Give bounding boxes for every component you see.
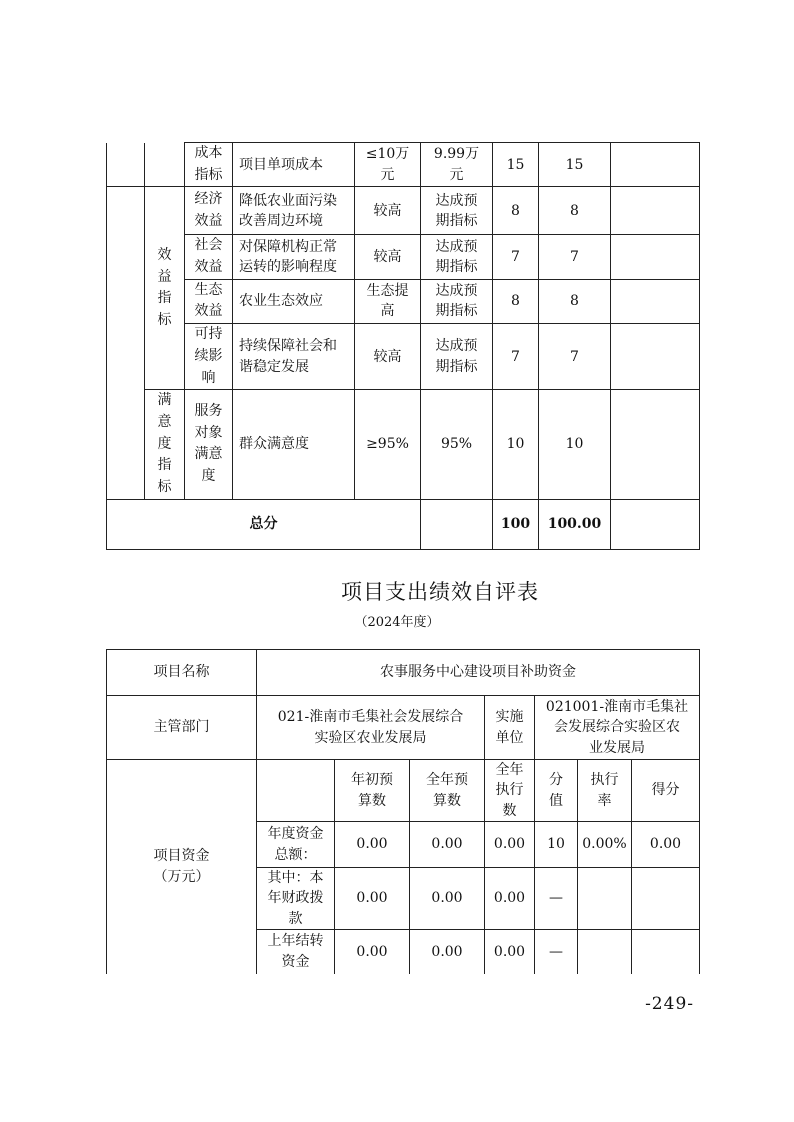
actual-cell: 达成预 期指标	[421, 235, 493, 279]
weight-cell: —	[535, 930, 578, 974]
total-weight: 100	[493, 499, 539, 549]
page-number: -249-	[645, 994, 694, 1014]
header-weight: 分 值	[535, 760, 578, 822]
annual-cell: 0.00	[410, 930, 485, 974]
total-row	[107, 499, 700, 549]
actual-cell: 达成预 期指标	[421, 187, 493, 235]
score-cell: 7	[539, 324, 611, 390]
sub-indicator-cell: 成本 指标	[185, 143, 233, 187]
weight-cell: 10	[493, 390, 539, 499]
project-name-label: 项目名称	[107, 650, 257, 696]
weight-cell: 7	[493, 324, 539, 390]
weight-cell: 15	[493, 143, 539, 187]
sub-indicator-cell: 社会 效益	[185, 235, 233, 279]
actual-cell: 达成预 期指标	[421, 324, 493, 390]
target-cell: 生态提 高	[355, 279, 421, 323]
header-rate: 执行 率	[578, 760, 632, 822]
weight-cell: 10	[535, 822, 578, 868]
page-title: 项目支出绩效自评表	[341, 580, 539, 604]
weight-cell: —	[535, 868, 578, 930]
executed-cell: 0.00	[485, 930, 535, 974]
table-row	[107, 235, 700, 279]
annual-cell: 0.00	[410, 868, 485, 930]
impl-label: 实施 单位	[485, 696, 535, 760]
dept-value: 021-淮南市毛集社会发展综合 实验区农业发展局	[257, 696, 485, 760]
table-row	[107, 696, 700, 760]
actual-cell: 95%	[421, 390, 493, 499]
sub-indicator-cell: 服务 对象 满意 度	[185, 390, 233, 499]
indicator-cell: 群众满意度	[233, 390, 355, 499]
sub-indicator-cell: 经济 效益	[185, 187, 233, 235]
total-label: 总分	[107, 499, 421, 549]
actual-cell: 达成预 期指标	[421, 279, 493, 323]
executed-cell: 0.00	[485, 868, 535, 930]
header-annual: 全年预 算数	[410, 760, 485, 822]
fund-row-label: 年度资金 总额：	[257, 822, 335, 868]
weight-cell: 8	[493, 279, 539, 323]
rate-cell: 0.00%	[578, 822, 632, 868]
category-benefit-cell: 效 益 指 标	[145, 187, 185, 390]
table-row	[107, 390, 700, 499]
indicator-cell: 降低农业面污染 改善周边环境	[233, 187, 355, 235]
score-cell: 0.00	[632, 822, 700, 868]
fund-row-label: 上年结转 资金	[257, 930, 335, 974]
initial-cell: 0.00	[335, 822, 410, 868]
indicator-cell: 项目单项成本	[233, 143, 355, 187]
table-row	[107, 324, 700, 390]
target-cell: ≥95%	[355, 390, 421, 499]
rate-cell	[578, 868, 632, 930]
note-cell	[611, 187, 700, 235]
weight-cell: 8	[493, 187, 539, 235]
project-name-value: 农事服务中心建设项目补助资金	[257, 650, 700, 696]
weight-cell: 7	[493, 235, 539, 279]
table-row	[107, 650, 700, 696]
note-cell	[611, 390, 700, 499]
score-cell: 8	[539, 279, 611, 323]
annual-cell: 0.00	[410, 822, 485, 868]
table-row	[107, 279, 700, 323]
target-cell: 较高	[355, 187, 421, 235]
sub-indicator-cell: 可持 续影 响	[185, 324, 233, 390]
note-cell	[611, 324, 700, 390]
indicator-cell: 农业生态效应	[233, 279, 355, 323]
note-cell	[611, 235, 700, 279]
year-subtitle: （2024年度）	[354, 615, 440, 630]
indicator-cell: 持续保障社会和 谐稳定发展	[233, 324, 355, 390]
score-cell	[632, 930, 700, 974]
header-executed: 全年 执行 数	[485, 760, 535, 822]
target-cell: 较高	[355, 235, 421, 279]
impl-value: 021001-淮南市毛集社 会发展综合实验区农 业发展局	[535, 696, 700, 760]
project-expenditure-table	[106, 649, 700, 974]
initial-cell: 0.00	[335, 868, 410, 930]
category-satisfaction-cell: 满 意 度 指 标	[145, 390, 185, 499]
table-row	[107, 760, 700, 822]
target-cell: ≤10万 元	[355, 143, 421, 187]
table-row	[107, 187, 700, 235]
fund-label: 项目资金 （万元）	[107, 760, 257, 974]
total-score: 100.00	[539, 499, 611, 549]
score-cell: 15	[539, 143, 611, 187]
dept-label: 主管部门	[107, 696, 257, 760]
performance-indicator-table	[106, 142, 700, 550]
score-cell: 10	[539, 390, 611, 499]
score-cell: 7	[539, 235, 611, 279]
score-cell	[632, 868, 700, 930]
header-score: 得分	[632, 760, 700, 822]
fund-row-label: 其中：本 年财政拨 款	[257, 868, 335, 930]
table-row	[107, 143, 700, 187]
initial-cell: 0.00	[335, 930, 410, 974]
indicator-cell: 对保障机构正常 运转的影响程度	[233, 235, 355, 279]
target-cell: 较高	[355, 324, 421, 390]
rate-cell	[578, 930, 632, 974]
note-cell	[611, 279, 700, 323]
actual-cell: 9.99万 元	[421, 143, 493, 187]
sub-indicator-cell: 生态 效益	[185, 279, 233, 323]
note-cell	[611, 143, 700, 187]
header-initial: 年初预 算数	[335, 760, 410, 822]
executed-cell: 0.00	[485, 822, 535, 868]
score-cell: 8	[539, 187, 611, 235]
